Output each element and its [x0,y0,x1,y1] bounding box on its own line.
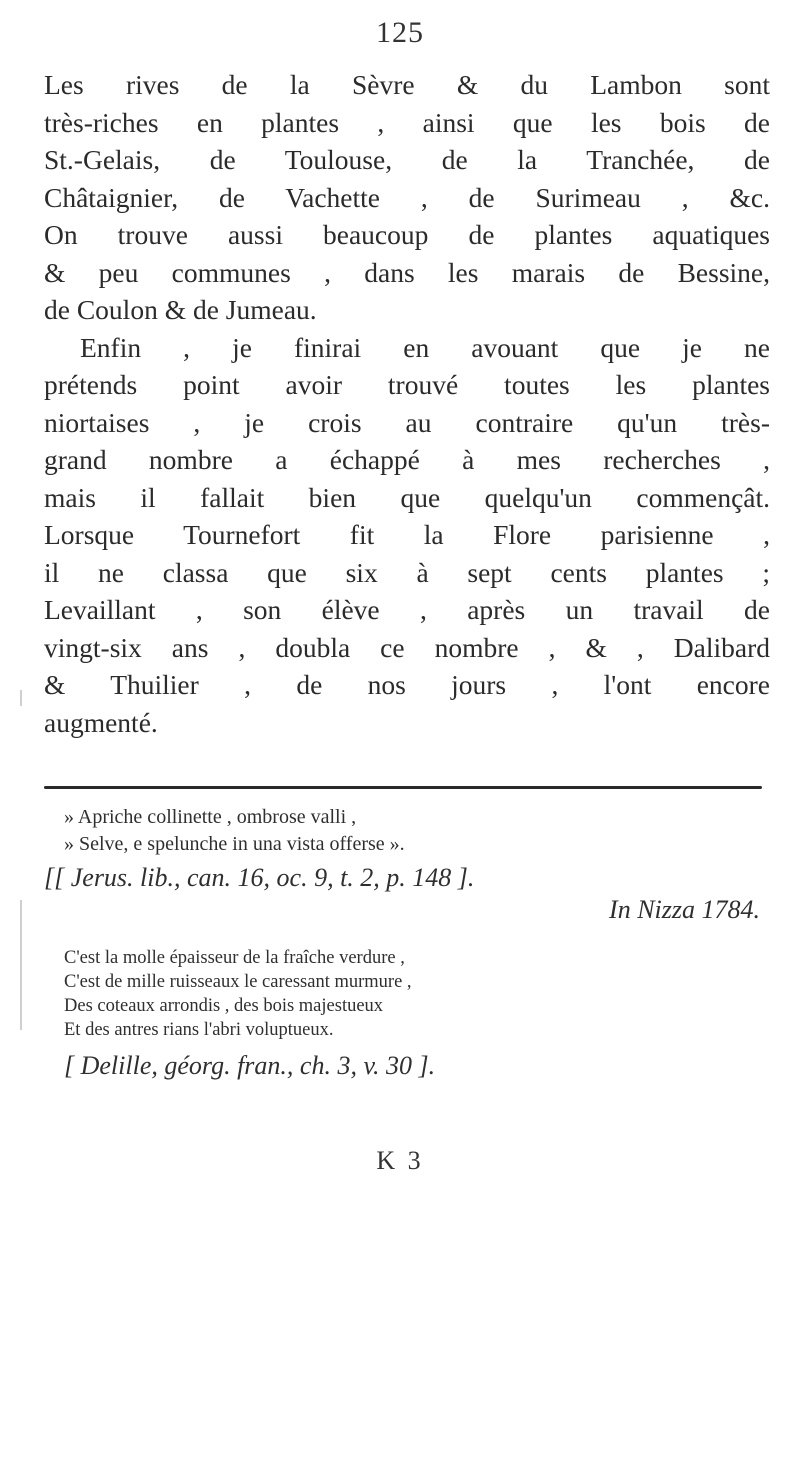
text-line: On trouve aussi beaucoup de plantes aquatiques [44,219,770,250]
text-line: mais il fallait bien que quelqu'un commençât. [44,481,770,513]
text-line: Les rives de la Sèvre & du Lambon sont [44,69,770,100]
text-line: vingt-six ans , doubla ce nombre , & , Dalibard [44,631,770,663]
quote-line: C'est la molle épaisseur de la fraîche verdure , [64,948,405,968]
margin-mark [20,900,22,1030]
french-quote [44,946,770,1082]
text-line: il ne classa que six à sept cents plantes ; [44,556,770,588]
text-line: augmenté. [44,706,158,738]
quote-line: Des coteaux arrondis , des bois majestueux [64,996,384,1016]
section-divider [44,786,762,789]
text-line: Levaillant , son élève , après un travail de [44,594,770,625]
text-line: Enfin , je finirai en avouant que je ne [80,331,770,363]
text-line: St.-Gelais, de Toulouse, de la Tranchée, de [44,144,770,175]
text-line: de Coulon & de Jumeau. [44,294,317,325]
text-line: & peu communes , dans les marais de Bessine, [44,256,770,288]
quote-place: In Nizza 1784. [609,895,760,924]
text-line: Châtaignier, de Vachette , de Surimeau , &c. [44,181,770,213]
quote-reference: [ Delille, géorg. fran., ch. 3, v. 30 ]. [64,1051,436,1080]
text-line: & Thuilier , de nos jours , l'ont encore [44,669,770,700]
text-line: prétends point avoir trouvé toutes les plantes [44,369,770,400]
quote-line: » Apriche collinette , ombrose valli , [64,806,357,828]
quote-line: C'est de mille ruisseaux le caressant murmure , [64,972,412,992]
text-line: très-riches en plantes , ainsi que les bois de [44,106,770,138]
margin-mark [20,690,22,706]
text-line: Lorsque Tournefort fit la Flore parisienne , [44,519,770,550]
quote-line: Et des antres rians l'abri voluptueux. [64,1020,334,1040]
page-number: 125 [376,16,424,49]
epigraphs [44,804,770,1082]
main-text [44,66,770,741]
signature-mark: K 3 [376,1146,424,1175]
text-line: grand nombre a échappé à mes recherches , [44,444,770,475]
quote-line: » Selve, e spelunche in una vista offerse ». [64,833,405,855]
text-line: niortaises , je crois au contraire qu'un très- [44,406,770,438]
quote-reference: [[ Jerus. lib., can. 16, oc. 9, t. 2, p. 148 ]. [44,863,475,892]
